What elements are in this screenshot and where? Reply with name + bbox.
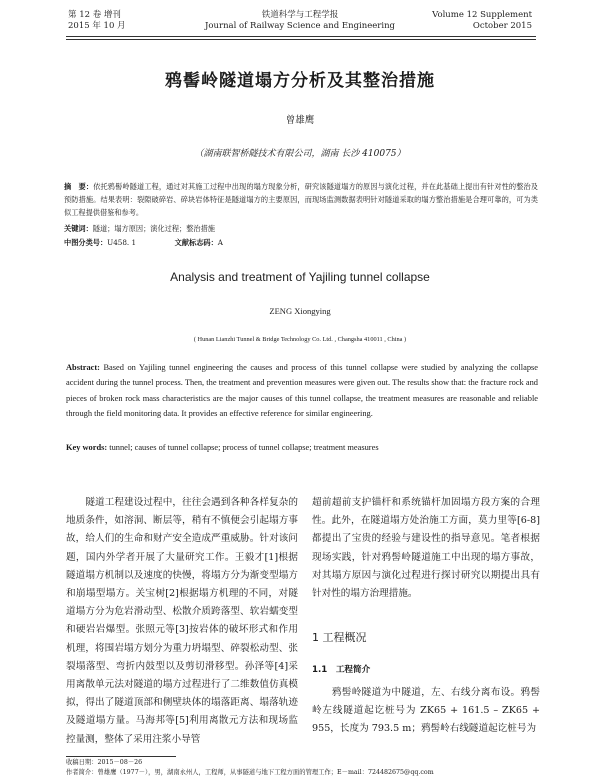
footnote-received: 收稿日期：2015－08－26 <box>66 759 143 766</box>
class-value-2: A <box>217 238 223 247</box>
body-right-paragraph-1: 超前超前支护锚杆和系统锚杆加固塌方段方案的合理性。此外，在隧道塌方处治施工方面，莫力里等[6-8]都提出了宝贵的经验与建设性的指导意见。笔者根据现场实践，针对鸦髻岭隧道施工中出现的塌方事故，对其塌方原因与演化过程进行探讨研究以期提出具有针对性的塌方治理措施。 <box>312 497 540 600</box>
keywords-cn <box>64 222 538 235</box>
header-volume-en <box>432 10 532 32</box>
author-en: ZENG Xiongying <box>269 306 331 316</box>
affiliation-cn: （湖南联智桥隧技术有限公司，湖南 长沙 410075） <box>194 149 406 159</box>
header-rule-thin <box>66 39 536 40</box>
abstract-en <box>66 360 538 422</box>
section-heading-1-1: 1.1 工程简介 <box>312 665 371 676</box>
header-journal-en: Journal of Railway Science and Engineering <box>205 21 395 31</box>
keywords-en-label: Key words: <box>66 443 108 452</box>
header-date-en: October 2015 <box>472 21 532 31</box>
abstract-cn <box>64 180 538 219</box>
keywords-cn-label: 关键词： <box>64 224 93 233</box>
header-journal-cn: 铁道科学与工程学报 <box>261 10 339 20</box>
paper-title-cn: 鸦髻岭隧道塌方分析及其整治措施 <box>165 71 435 91</box>
abstract-cn-label: 摘 要： <box>64 182 94 191</box>
affiliation-en: ( Hunan Lianzhi Tunnel & Bridge Technology Co. Ltd. , Changsha 410011 , China ) <box>193 336 407 343</box>
header-volume-en-line: Volume 12 Supplement <box>432 10 532 20</box>
header-volume: 第 12 卷 增刊 <box>68 10 121 20</box>
header-date: 2015 年 10 月 <box>68 21 126 31</box>
abstract-en-label: Abstract: <box>66 363 100 372</box>
header-rule <box>66 36 536 37</box>
keywords-en-text: tunnel; causes of tunnel collapse; process of tunnel collapse; treatment measures <box>107 443 379 452</box>
class-value-1: U458. 1 <box>107 238 137 247</box>
keywords-cn-text: 隧道；塌方原因；演化过程；整治措施 <box>92 224 215 233</box>
abstract-en-text: Based on Yajiling tunnel engineering the causes and process of this tunnel collapse were studied by analyzing the collapse accident during the tunnel process. Then, the treatment and prevention measures were given out. The results show that: the fracture rock and pieces of broken rock mass characteristics are the major causes of this tunnel collapse, the treatment measures are reasonable and reliable through the field monitoring data. It provides an effective reference for similar engineering. <box>66 363 538 419</box>
footnote-rule <box>66 756 176 757</box>
body-left-column: 隧道工程建设过程中，往往会遇到各种各样复杂的地质条件，如溶洞、断层等，稍有不慎便会引起塌方事故，给人们的生命和财产安全造成严重威胁。针对该问题，国内外学者开展了大量研究工作。王毅才[1]根据隧道塌方机制以及速度的快慢，将塌方分为渐变型塌方和崩塌型塌方。关宝树[2]根据塌方机理的不同，对隧道塌方分为危岩滑动型、松散介质跨落型、软岩蠕变型和硬岩岩爆型。张照元等[3]按岩体的破坏形式和作用机理，将围岩塌方划分为重力坍塌型、碎裂松动型、张裂塌落型、弯折内鼓型以及剪切滑移型。孙泽等[4]采用离散单元法对隧道的塌方过程进行了二维数值仿真模拟，得出了隧道顶部和侧壁块体的塌落距离、塌落轨迹及隧道塌方量。马海邦等[5]利用离散元方法和现场监控量测，整体了采用注浆小导管 <box>66 497 298 745</box>
author-cn: 曾雄鹰 <box>285 115 315 126</box>
body-right-paragraph-2: 鸦髻岭隧道为中隧道，左、右线分离布设。鸦髻岭左线隧道起讫桩号为 ZK65 + 161.5 – ZK65 + 955，长度为 793.5 m；鸦髻岭右线隧道起讫桩号为 <box>312 686 540 735</box>
abstract-cn-text: 依托鸦髻岭隧道工程，通过对其施工过程中出现的塌方现象分析，研究该隧道塌方的原因与演化过程，并在此基础上提出有针对性的整治及预防措施。结果表明：裂隙破碎岩、碎块岩体特征是隧道塌方的主要原因，而现场监测数据表明针对隧道采取的塌方整治措施是合理可靠的，可为类似工程提供借鉴和参考。 <box>64 182 538 217</box>
paper-title-en: Analysis and treatment of Yajiling tunnel collapse <box>170 270 430 284</box>
classification-cn <box>64 236 538 249</box>
class-label-1: 中图分类号： <box>64 238 108 247</box>
class-label-2: 文献标志码： <box>174 238 218 247</box>
body-right-column <box>312 494 540 738</box>
keywords-en <box>66 440 538 455</box>
footnote-author-bio: 作者简介：曾雄鹰（1977－），男，湖南永州人，工程师，从事隧道与地下工程方面的管理工作；E－mail：724482675@qq.com <box>66 769 434 776</box>
section-heading-1: 1 工程概况 <box>312 631 367 645</box>
